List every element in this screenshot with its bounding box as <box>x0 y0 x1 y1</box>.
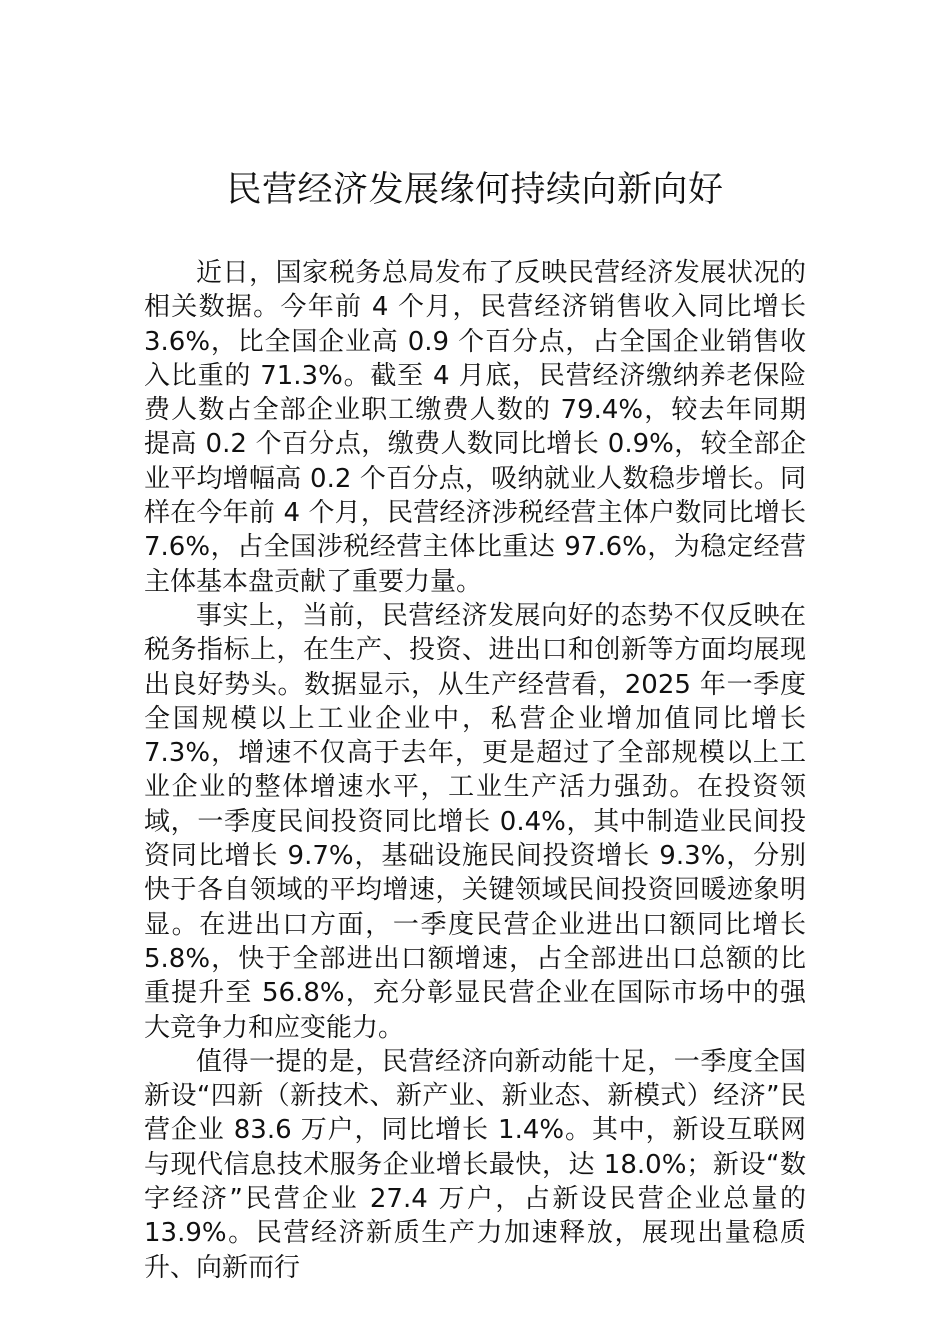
paragraph-1: 近日，国家税务总局发布了反映民营经济发展状况的相关数据。今年前 4 个月，民营经济销售收入同比增长 3.6%，比全国企业高 0.9 个百分点，占全国企业销售收入比重的 71.3%。截至 4 月底，民营经济缴纳养老保险费人数占全部企业职工缴费人数的 79.4%，较去年同期提高 0.2 个百分点，缴费人数同比增长 0.9%，较全部企业平均增幅高 0.2 个百分点，吸纳就业人数稳步增长。同样在今年前 4 个月，民营经济涉税经营主体户数同比增长 7.6%，占全国涉税经营主体比重达 97.6%，为稳定经营主体基本盘贡献了重要力量。 <box>144 258 806 597</box>
paragraph-3: 值得一提的是，民营经济向新动能十足，一季度全国新设“四新（新技术、新产业、新业态、新模式）经济”民营企业 83.6 万户，同比增长 1.4%。其中，新设互联网与现代信息技术服务企业增长最快，达 18.0%；新设“数字经济”民营企业 27.4 万户，占新设民营企业总量的 13.9%。民营经济新质生产力加速释放，展现出量稳质升、向新而行 <box>144 1046 806 1283</box>
document-body <box>144 256 806 1285</box>
paragraph-2: 事实上，当前，民营经济发展向好的态势不仅反映在税务指标上，在生产、投资、进出口和创新等方面均展现出良好势头。数据显示，从生产经营看，2025 年一季度全国规模以上工业企业中，私营企业增加值同比增长 7.3%，增速不仅高于去年，更是超过了全部规模以上工业企业的整体增速水平，工业生产活力强劲。在投资领域，一季度民间投资同比增长 0.4%，其中制造业民间投资同比增长 9.7%，基础设施民间投资增长 9.3%，分别快于各自领域的平均增速，关键领域民间投资回暖迹象明显。在进出口方面，一季度民营企业进出口额同比增长 5.8%，快于全部进出口额增速，占全部进出口总额的比重提升至 56.8%，充分彰显民营企业在国际市场中的强大竞争力和应变能力。 <box>144 600 806 1043</box>
document-title: 民营经济发展缘何持续向新向好 <box>226 170 724 210</box>
